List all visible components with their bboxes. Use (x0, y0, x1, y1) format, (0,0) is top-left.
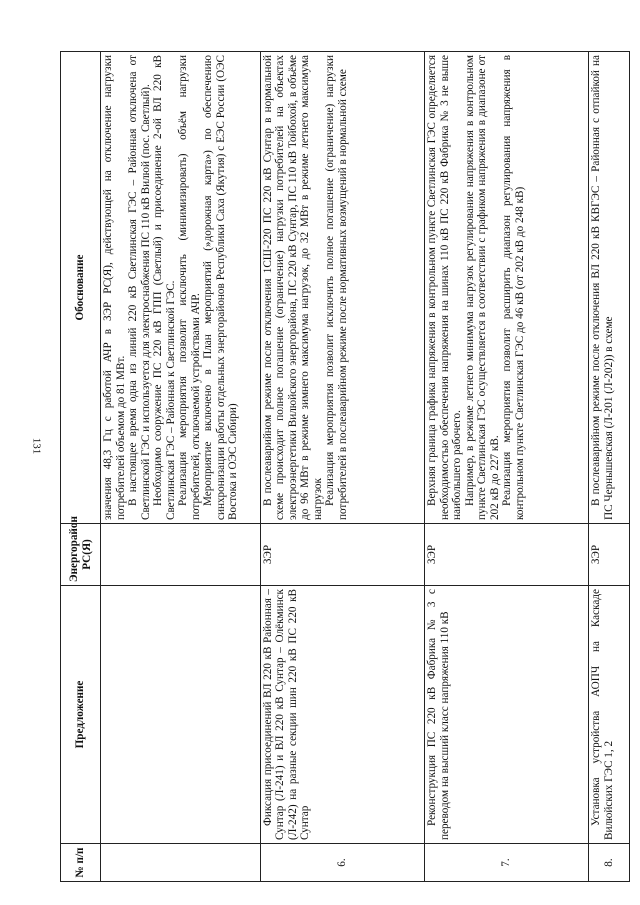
header-num: № п/п (61, 844, 101, 882)
row-justification (589, 52, 630, 524)
row-num: 8. (589, 844, 630, 882)
proposals-table (60, 51, 630, 882)
proposal-text: Реконструкция ПС 220 кВ Фабрика № 3 с переводом на высший класс напряжения 110 кВ (425, 589, 451, 840)
justification-paragraph: В послеаварийном режиме после отключения 1СШ-220 ПС 220 кВ Сунтар в нормальной схеме происходит полное погашение (ограничение) нагрузки потребителей на объектах электроэнергетики Вилюйского энергорайона, ПС 220 кВ Сунтар, ПС 110 кВ Тойбохой, в объёме до 96 МВт в режиме зимнего максимума нагрузок, до 32 МВт в режиме летнего максимума нагрузок (261, 55, 324, 520)
justification-paragraph: Верхняя граница графика напряжения в контрольном пункте Светлинская ГЭС определяется необходимостью обеспечения напряжения на шинах 110 кВ ПС 220 кВ Фабрика № 3 не выше наибольшего рабочего. (425, 55, 464, 520)
justification-paragraph: В послеаварийном режиме после отключения ВЛ 220 кВ КВГЭС – Районная с отпайкой на ПС Чернышевская (Л-201 (Л-202)) в схеме (590, 55, 615, 520)
table-row (101, 52, 261, 882)
proposal-text: Установка устройства АОПЧ на Каскаде Вилюйских ГЭС 1, 2 (590, 589, 615, 840)
justification-paragraph: Необходимо сооружение ПС 220 кВ ГПП (Светлый) и присоединение 2-ой ВЛ 220 кВ Светлинская ГЭС – Районная к Светлинской ГЭС. (152, 55, 177, 520)
row-proposal (424, 586, 588, 844)
header-region: Энергорайон РС(Я) (61, 524, 101, 586)
row-region (101, 524, 261, 586)
proposal-text: Фиксация присоединений ВЛ 220 кВ Районная – Сунтар (Л-241) и ВЛ 220 кВ Сунтар – Олёкминск (Л-242) на разные секции шин 220 кВ ПС 220 кВ Сунтар (261, 589, 312, 840)
justification-paragraph: Реализация мероприятия позволит исключить полное погашение (ограничение) нагрузки потребителей в послеаварийном режиме после нормативных возмущений в нормальной схеме (324, 55, 349, 520)
row-num: 6. (260, 844, 424, 882)
header-justification: Обоснование (61, 52, 101, 524)
row-proposal (101, 586, 261, 844)
justification-paragraph: Например, в режиме летнего минимума нагрузок регулирование напряжения в контрольном пункте Светлинская ГЭС осуществляется в соответствии с графиком напряжения в диапазоне от 202 кВ до 227 кВ. (463, 55, 501, 520)
table-row (260, 52, 424, 882)
header-proposal: Предложение (61, 586, 101, 844)
row-region: ЗЭР (589, 524, 630, 586)
row-num: 7. (424, 844, 588, 882)
row-justification (260, 52, 424, 524)
justification-paragraph: Мероприятие включено в План мероприятий (»дорожная карта») по обеспечению синхронизации работы отдельных энергорайонов Республики Саха (Якутия) с ЕЭС России (ОЭС Востока и ОЭС Сибири) (202, 55, 240, 520)
page-number: 131 (30, 437, 43, 455)
row-justification (424, 52, 588, 524)
row-proposal (589, 586, 630, 844)
table-header-row (61, 52, 101, 882)
justification-paragraph: В настоящее время одна из линий 220 кВ Светлинская ГЭС – Районная отключена от Светлинской ГЭС и используется для электроснабжения ПС 110 кВ Вилюй (пос. Светлый). (127, 55, 152, 520)
rotated-table-wrapper (60, 52, 630, 882)
table-row (589, 52, 630, 882)
row-justification (101, 52, 261, 524)
row-num (101, 844, 261, 882)
row-region: ЗЭР (260, 524, 424, 586)
table-row (424, 52, 588, 882)
justification-paragraph: Реализация мероприятия позволит исключить (минимизировать) объём нагрузки потребителей, отключаемой устройствами АЧР. (177, 55, 202, 520)
row-proposal (260, 586, 424, 844)
justification-paragraph: Реализация мероприятия позволит расширить диапазон регулирования напряжения в контрольном пункте Светлинская ГЭС до 46 кВ (от 202 кВ до 248 кВ) (501, 55, 526, 520)
justification-paragraph: значения 48,3 Гц с работой АЧР в ЗЭР РС(Я), действующей на отключение нагрузки потребителей объемом до 81 МВт. (102, 55, 127, 520)
row-region: ЗЭР (424, 524, 588, 586)
